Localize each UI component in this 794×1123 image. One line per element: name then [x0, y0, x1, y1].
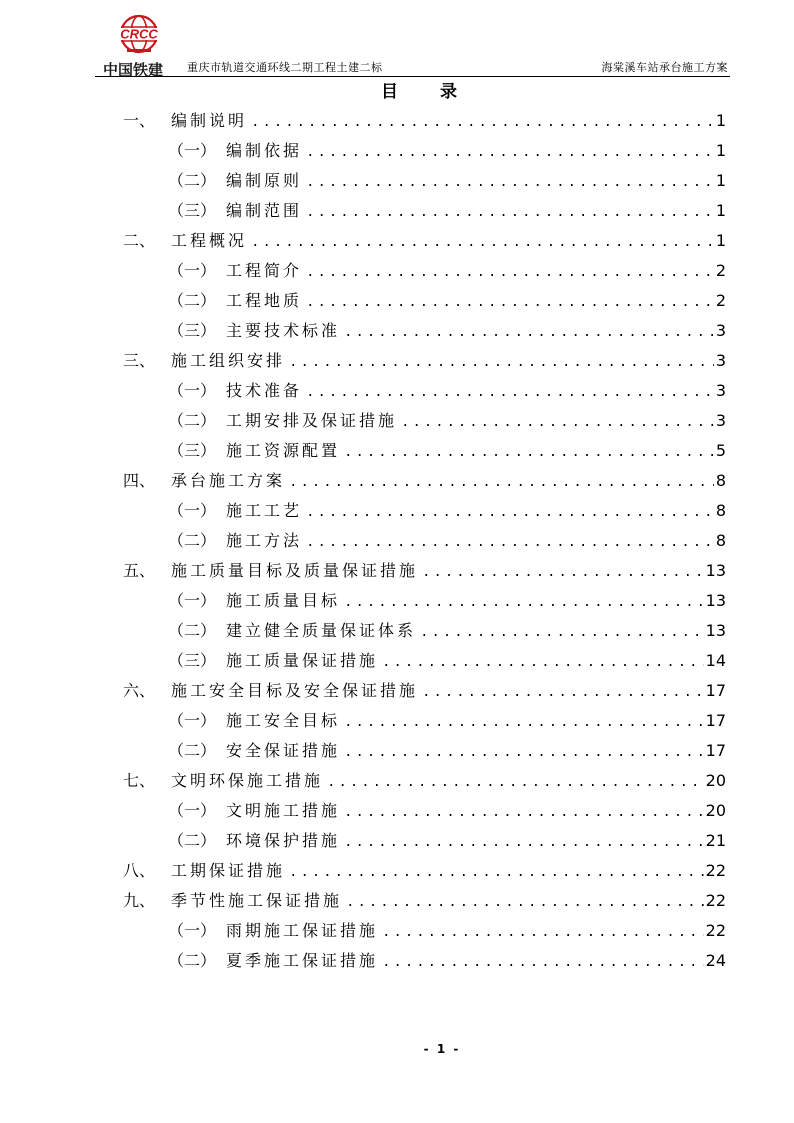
toc-entry-page[interactable]: 1	[714, 106, 726, 136]
toc-entry[interactable]	[0, 346, 794, 376]
logo-mark-text: CRCC	[120, 26, 158, 42]
toc-entry[interactable]	[0, 286, 794, 316]
toc-entry[interactable]	[0, 706, 794, 736]
toc-entry-number: （三）	[168, 321, 217, 340]
toc-entry-number: （二）	[168, 741, 217, 760]
toc-entry-number: （一）	[168, 381, 217, 400]
toc-entry-label[interactable]: 夏季施工保证措施 . . .	[226, 946, 722, 976]
toc-entry-label[interactable]: 承台施工方案 . . .	[171, 466, 722, 496]
toc-entry-number: 六、	[123, 681, 156, 700]
toc-entry[interactable]	[0, 796, 794, 826]
toc-entry-page[interactable]: 13	[704, 556, 726, 586]
toc-entry-page[interactable]: 17	[704, 676, 726, 706]
toc-entry[interactable]	[0, 106, 794, 136]
toc-entry-number: （一）	[168, 141, 217, 160]
toc-entry[interactable]	[0, 736, 794, 766]
toc-entry-label[interactable]: 施工组织安排 . . .	[171, 346, 722, 376]
toc-entry-number: （三）	[168, 441, 217, 460]
toc-entry-label[interactable]: 施工质量目标及质量保证措施 . . .	[171, 556, 722, 586]
toc-entry-page[interactable]: 2	[714, 256, 726, 286]
toc-entry-number: （一）	[168, 711, 217, 730]
toc-entry[interactable]	[0, 616, 794, 646]
toc-entry-page[interactable]: 22	[704, 886, 726, 916]
toc-entry-number: 七、	[123, 771, 156, 790]
toc-entry[interactable]	[0, 196, 794, 226]
toc-entry-label[interactable]: 编制范围 . . .	[226, 196, 722, 226]
toc-heading: 目 录	[381, 82, 475, 102]
toc-entry[interactable]	[0, 376, 794, 406]
toc-entry[interactable]	[0, 676, 794, 706]
toc-entry-page[interactable]: 14	[704, 646, 726, 676]
toc-entry-label[interactable]: 施工安全目标 . . .	[226, 706, 722, 736]
toc-entry-label[interactable]: 文明施工措施 . . .	[226, 796, 722, 826]
toc-entry-label[interactable]: 季节性施工保证措施 . . .	[171, 886, 722, 916]
toc-entry-label[interactable]: 编制依据 . . .	[226, 136, 722, 166]
toc-entry-page[interactable]: 13	[704, 616, 726, 646]
toc-entry-number: 三、	[123, 351, 156, 370]
toc-entry-number: 五、	[123, 561, 156, 580]
toc-entry-number: （一）	[168, 591, 217, 610]
toc-entry-page[interactable]: 1	[714, 196, 726, 226]
toc-entry-number: 九、	[123, 891, 156, 910]
toc-entry-label[interactable]: 文明环保施工措施 . . .	[171, 766, 722, 796]
toc-entry-label[interactable]: 施工工艺 . . .	[226, 496, 722, 526]
toc-entry-label[interactable]: 工程地质 . . .	[226, 286, 722, 316]
toc-entry-page[interactable]: 22	[704, 856, 726, 886]
toc-entry-label[interactable]: 技术准备 . . .	[226, 376, 722, 406]
toc-entry[interactable]	[0, 496, 794, 526]
toc-entry-number: （二）	[168, 411, 217, 430]
toc-entry[interactable]	[0, 586, 794, 616]
toc-entry-label[interactable]: 编制说明 . . .	[171, 106, 722, 136]
toc-entry[interactable]	[0, 436, 794, 466]
toc-entry-label[interactable]: 雨期施工保证措施 . . .	[226, 916, 722, 946]
logo-text: 中国铁建	[103, 61, 164, 79]
toc-entry-number: 一、	[123, 111, 156, 130]
toc-entry-page[interactable]: 1	[714, 166, 726, 196]
toc-entry-number: 二、	[123, 231, 156, 250]
toc-entry[interactable]	[0, 916, 794, 946]
toc-entry-page[interactable]: 8	[714, 496, 726, 526]
toc-entry-number: （一）	[168, 261, 217, 280]
toc-entry-page[interactable]: 22	[704, 916, 726, 946]
toc-entry[interactable]	[0, 946, 794, 976]
toc-entry-label[interactable]: 工期保证措施 . . .	[171, 856, 722, 886]
toc-entry-label[interactable]: 主要技术标准 . . .	[226, 316, 722, 346]
crcc-globe-icon	[109, 14, 169, 56]
toc-entry[interactable]	[0, 826, 794, 856]
toc-entry[interactable]	[0, 226, 794, 256]
toc-entry-label[interactable]: 建立健全质量保证体系 . . .	[226, 616, 722, 646]
toc-entry-number: （二）	[168, 951, 217, 970]
toc-entry-page[interactable]: 3	[714, 346, 726, 376]
toc-entry-label[interactable]: 施工质量目标 . . .	[226, 586, 722, 616]
toc-entry-page[interactable]: 3	[714, 406, 726, 436]
toc-entry-label[interactable]: 安全保证措施 . . .	[226, 736, 722, 766]
project-title: 重庆市轨道交通环线二期工程土建二标	[187, 61, 383, 74]
page-header	[95, 14, 730, 79]
toc-entry-number: （二）	[168, 531, 217, 550]
toc-entry-page[interactable]: 3	[714, 316, 726, 346]
toc-entry[interactable]	[0, 886, 794, 916]
toc-entry-page[interactable]: 2	[714, 286, 726, 316]
toc-entry[interactable]	[0, 136, 794, 166]
toc-entry[interactable]	[0, 856, 794, 886]
toc-entry-number: （一）	[168, 801, 217, 820]
toc-entry-page[interactable]: 8	[714, 466, 726, 496]
toc-entry[interactable]	[0, 406, 794, 436]
toc-entry-page[interactable]: 1	[714, 136, 726, 166]
toc-entry-page[interactable]: 20	[704, 796, 726, 826]
toc-entry-label[interactable]: 工程概况 . . .	[171, 226, 722, 256]
toc-entry-page[interactable]: 5	[714, 436, 726, 466]
toc-entry-number: 四、	[123, 471, 156, 490]
toc-entry[interactable]	[0, 646, 794, 676]
toc-entry-page[interactable]: 3	[714, 376, 726, 406]
toc-entry-page[interactable]: 17	[704, 706, 726, 736]
toc-entry-page[interactable]: 21	[704, 826, 726, 856]
toc-entry[interactable]	[0, 256, 794, 286]
toc-entry-number: （二）	[168, 171, 217, 190]
toc-entry-label[interactable]: 施工资源配置 . . .	[226, 436, 722, 466]
toc-entry[interactable]	[0, 526, 794, 556]
toc-entry-page[interactable]: 20	[704, 766, 726, 796]
toc-entry-label[interactable]: 编制原则 . . .	[226, 166, 722, 196]
crcc-logo	[99, 14, 179, 79]
toc-entry[interactable]	[0, 316, 794, 346]
toc-entry[interactable]	[0, 766, 794, 796]
toc-entry-number: （二）	[168, 291, 217, 310]
toc-entry-page[interactable]: 8	[714, 526, 726, 556]
toc-entry-number: （二）	[168, 621, 217, 640]
toc-entry-page[interactable]: 1	[714, 226, 726, 256]
toc-entry-number: （三）	[168, 201, 217, 220]
toc-entry-label[interactable]: 工程简介 . . .	[226, 256, 722, 286]
toc-entry-page[interactable]: 13	[704, 586, 726, 616]
toc-entry-label[interactable]: 施工安全目标及安全保证措施 . . .	[171, 676, 722, 706]
document-title: 海棠溪车站承台施工方案	[601, 61, 728, 74]
toc-entry[interactable]	[0, 466, 794, 496]
toc-entry[interactable]	[0, 556, 794, 586]
toc-entry-label[interactable]: 施工方法 . . .	[226, 526, 722, 556]
toc-entry-label[interactable]: 施工质量保证措施 . . .	[226, 646, 722, 676]
toc-entry-page[interactable]: 24	[704, 946, 726, 976]
toc-entry-label[interactable]: 工期安排及保证措施 . . .	[226, 406, 722, 436]
toc-entry-number: （二）	[168, 831, 217, 850]
toc-entry-label[interactable]: 环境保护措施 . . .	[226, 826, 722, 856]
toc-entry-page[interactable]: 17	[704, 736, 726, 766]
page-number: - 1 -	[423, 1042, 461, 1056]
toc-entry-number: 八、	[123, 861, 156, 880]
toc-entry-number: （一）	[168, 501, 217, 520]
toc-entry[interactable]	[0, 166, 794, 196]
toc-entry-number: （一）	[168, 921, 217, 940]
toc-entry-number: （三）	[168, 651, 217, 670]
